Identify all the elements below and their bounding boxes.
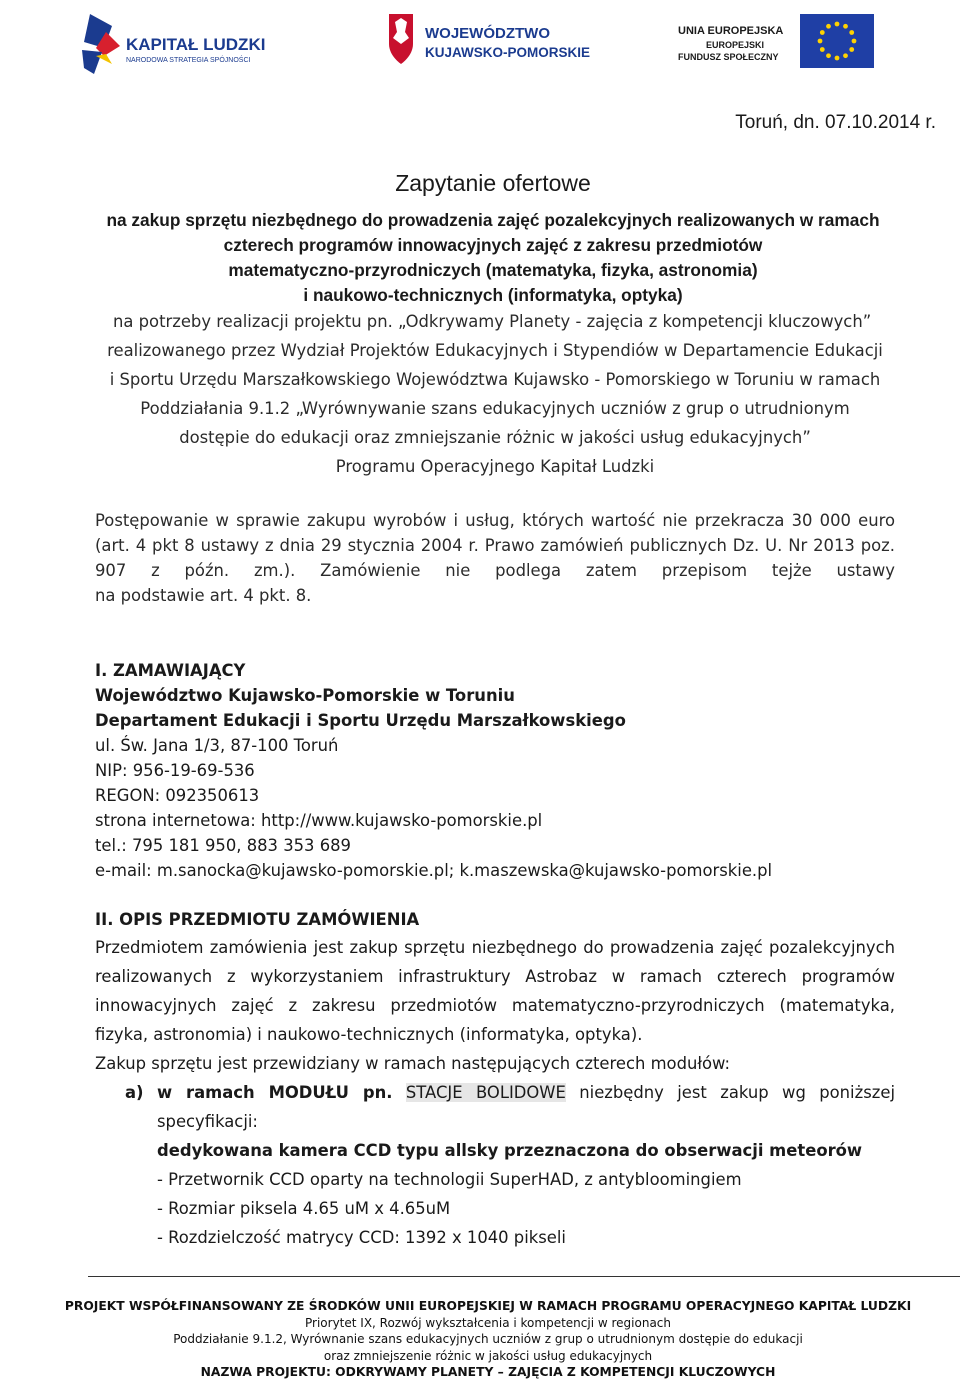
eu-star-icon (852, 39, 857, 44)
eu-star-icon (849, 47, 854, 52)
footer-divider (88, 1276, 960, 1277)
org-department: Departament Edukacji i Sportu Urzędu Marszałkowskiego (95, 711, 626, 730)
procedure-paragraph (95, 508, 895, 608)
intro-line: Programu Operacyjnego Kapitał Ludzki (335, 457, 655, 476)
module-label: a) (125, 1083, 144, 1102)
svg-text:FUNDUSZ SPOŁECZNY: FUNDUSZ SPOŁECZNY (678, 52, 779, 62)
subtitle-line: matematyczno-przyrodniczych (matematyka, fizyka, astronomia) (228, 260, 758, 280)
document-subtitle (60, 208, 926, 308)
intro-line: Poddziałania 9.1.2 „Wyrównywanie szans edukacyjnych uczniów z grup o utrudnionym (140, 399, 850, 418)
eu-star-icon (826, 24, 831, 29)
item-title: dedykowana kamera CCD typu allsky przeznaczona do obserwacji meteorów (157, 1141, 863, 1160)
description-line: Przedmiotem zamówienia jest zakup sprzętu niezbędnego do prowadzenia zajęć pozalekcyjnych (95, 938, 895, 957)
eu-star-icon (843, 24, 848, 29)
spec-item: - Przetwornik CCD oparty na technologii SuperHAD, z antybloomingiem (157, 1170, 742, 1189)
section-heading: I. ZAMAWIAJĄCY (95, 661, 246, 680)
document-date: Toruń, dn. 07.10.2014 r. (735, 112, 936, 133)
subtitle-line: czterech programów innowacyjnych zajęć z zakresu przedmiotów (223, 235, 763, 255)
org-address: ul. Św. Jana 1/3, 87-100 Toruń (95, 736, 339, 755)
procedure-line: Postępowanie w sprawie zakupu wyrobów i usług, których wartość nie przekracza 30 000 euro (95, 511, 895, 530)
spec-item: - Rozmiar piksela 4.65 uM x 4.65uM (157, 1199, 451, 1218)
wojewodztwo-logo (385, 10, 595, 74)
page-footer (0, 1298, 960, 1381)
description-line: fizyka, astronomia) i naukowo-technicznych (informatyka, optyka). (95, 1025, 643, 1044)
svg-text:UNIA EUROPEJSKA: UNIA EUROPEJSKA (678, 25, 784, 37)
description-line: innowacyjnych zajęć z zakresu przedmiotów matematyczno-przyrodniczych (matematyka, (95, 996, 895, 1015)
description-line: realizowanych z wykorzystaniem infrastruktury Astrobaz w ramach czterech programów (95, 967, 895, 986)
org-name: Województwo Kujawsko-Pomorskie w Toruniu (95, 686, 515, 705)
org-phone: tel.: 795 181 950, 883 353 689 (95, 836, 351, 855)
org-nip: NIP: 956-19-69-536 (95, 761, 255, 780)
procedure-line: 907 z późn. zm.). Zamówienie nie podlega zatem przepisom tejże ustawy (95, 561, 895, 580)
org-email: e-mail: m.sanocka@kujawsko-pomorskie.pl; k.maszewska@kujawsko-pomorskie.pl (95, 861, 773, 880)
document-title: Zapytanie ofertowe (395, 170, 591, 196)
footer-line: PROJEKT WSPÓŁFINANSOWANY ZE ŚRODKÓW UNII EUROPEJSKIEJ W RAMACH PROGRAMU OPERACYJNEGO KAPITAŁ LUDZKI (64, 1299, 912, 1313)
logo-header (0, 0, 960, 95)
module-suffix: niezbędny jest zakup wg poniższej (579, 1083, 895, 1102)
eu-star-icon (835, 56, 840, 61)
section-heading: II. OPIS PRZEDMIOTU ZAMÓWIENIA (95, 910, 420, 929)
section-opis-przedmiotu (95, 906, 895, 1252)
eu-star-icon (835, 22, 840, 27)
eu-star-icon (843, 53, 848, 58)
svg-text:NARODOWA STRATEGIA SPÓJNOŚCI: NARODOWA STRATEGIA SPÓJNOŚCI (126, 57, 251, 64)
footer-line: oraz zmniejszenie różnic w jakości usług edukacyjnych (323, 1348, 653, 1363)
module-a (95, 1078, 895, 1252)
procedure-line: (art. 4 pkt 8 ustawy z dnia 29 stycznia 2004 r. Prawo zamówień publicznych Dz. U. Nr 2013 poz. (95, 536, 895, 555)
intro-line: na potrzeby realizacji projektu pn. „Odkrywamy Planety - zajęcia z kompetencji kluczowych” (113, 312, 872, 331)
org-regon: REGON: 092350613 (95, 786, 260, 805)
intro-line: i Sportu Urzędu Marszałkowskiego Województwa Kujawsko - Pomorskiego w Toruniu w ramach (109, 370, 881, 389)
svg-text:EUROPEJSKI: EUROPEJSKI (706, 40, 765, 50)
footer-line: Poddziałanie 9.1.2, Wyrównanie szans edukacyjnych uczniów z grup o utrudnionym dostępie do edukacji (173, 1332, 803, 1346)
module-line: specyfikacji: (157, 1112, 258, 1131)
svg-text:KUJAWSKO-POMORSKIE: KUJAWSKO-POMORSKIE (425, 45, 591, 60)
org-website: strona internetowa: http://www.kujawsko-pomorskie.pl (95, 811, 543, 830)
section-zamawiajacy (95, 658, 915, 883)
spec-item: - Rozdzielczość matrycy CCD: 1392 x 1040 pikseli (157, 1228, 566, 1247)
footer-line: NAZWA PROJEKTU: ODKRYWAMY PLANETY – ZAJĘCIA Z KOMPETENCJI KLUCZOWYCH (200, 1365, 776, 1379)
intro-line: dostępie do edukacji oraz zmniejszanie różnic w jakości usług edukacyjnych” (179, 428, 811, 447)
eu-star-icon (826, 53, 831, 58)
svg-text:WOJEWÓDZTWO: WOJEWÓDZTWO (425, 25, 550, 42)
modules-intro: Zakup sprzętu jest przewidziany w ramach następujących czterech modułów: (95, 1054, 731, 1073)
eu-star-icon (849, 30, 854, 35)
footer-line: Priorytet IX, Rozwój wykształcenia i kompetencji w regionach (305, 1315, 671, 1330)
module-name: STACJE BOLIDOWE (405, 1083, 566, 1102)
module-prefix: w ramach MODUŁU pn. (157, 1083, 393, 1102)
kapital-ludzki-logo (82, 12, 282, 78)
intro-line: realizowanego przez Wydział Projektów Edukacyjnych i Stypendiów w Departamencie Edukacji (107, 341, 883, 360)
eu-star-icon (818, 39, 823, 44)
intro-paragraph (95, 307, 895, 481)
eu-star-icon (820, 30, 825, 35)
svg-text:KAPITAŁ LUDZKI: KAPITAŁ LUDZKI (126, 35, 266, 54)
procedure-line: na podstawie art. 4 pkt. 8. (95, 586, 312, 605)
eu-star-icon (820, 47, 825, 52)
subtitle-line: i naukowo-technicznych (informatyka, optyka) (303, 285, 683, 305)
subtitle-line: na zakup sprzętu niezbędnego do prowadzenia zajęć pozalekcyjnych realizowanych w ramach (106, 210, 880, 230)
eu-logo (660, 4, 885, 78)
module-line (157, 1078, 895, 1107)
